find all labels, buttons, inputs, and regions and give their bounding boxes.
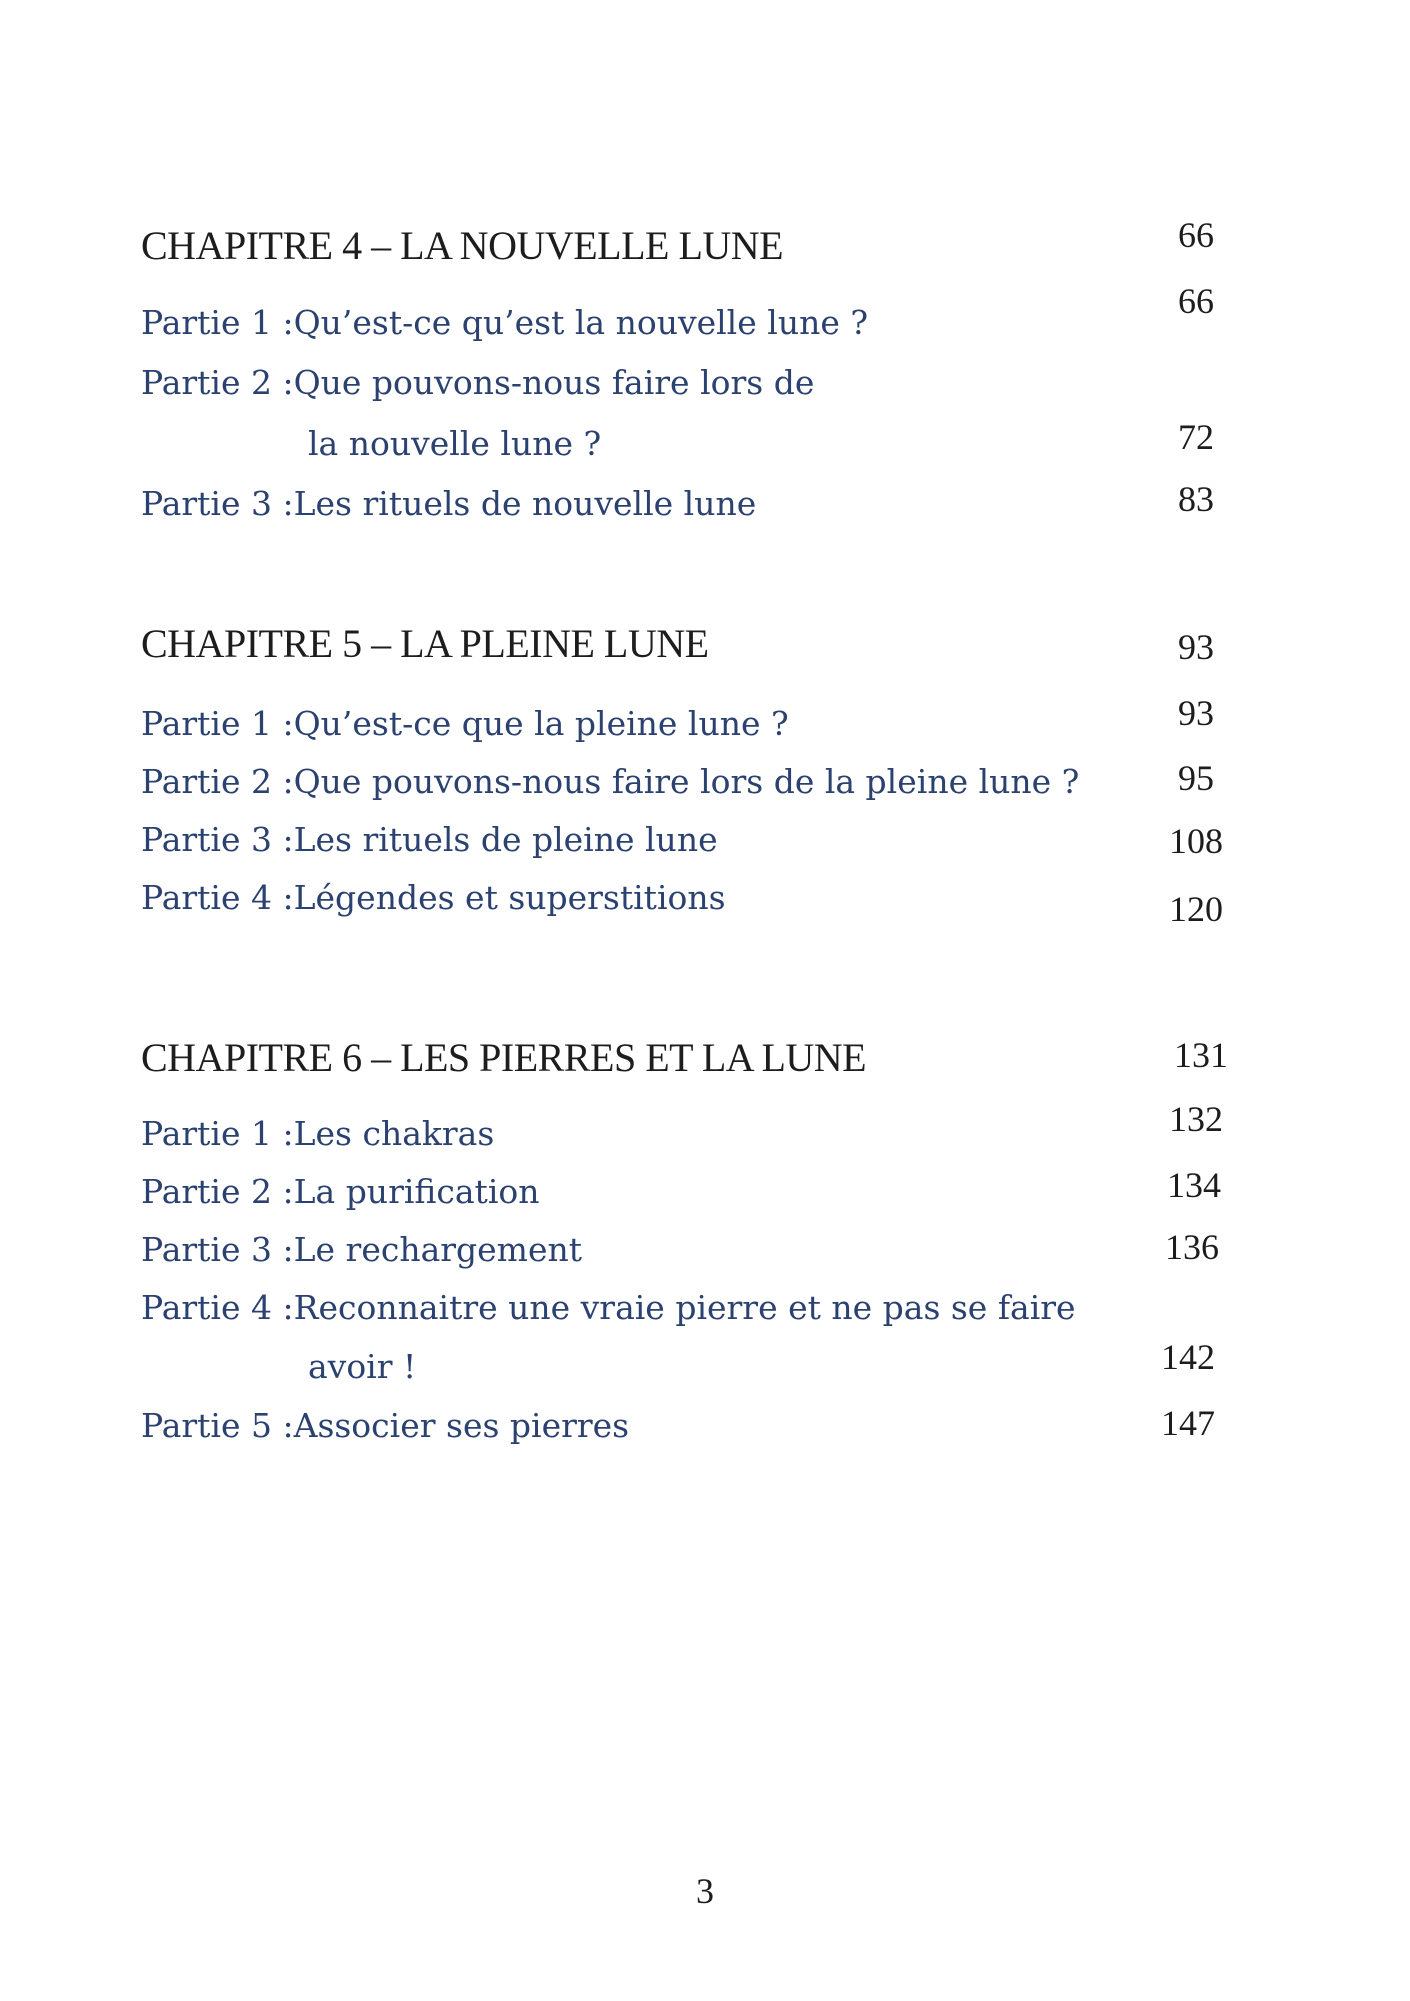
toc-entry[interactable]	[141, 704, 789, 743]
toc-entry[interactable]	[141, 820, 718, 859]
part-title: Reconnaitre une vraie pierre et ne pas se faire	[293, 1288, 1076, 1327]
part-label: Partie 1 :	[141, 1114, 294, 1153]
chapter-title: CHAPITRE 6 – LES PIERRES ET LA LUNE	[141, 1035, 867, 1080]
part-title: Associer ses pierres	[293, 1406, 630, 1445]
part-title-continuation: la nouvelle lune ?	[308, 424, 602, 463]
chapter-page-number: 66	[1178, 215, 1214, 255]
part-page-number: 95	[1178, 758, 1214, 798]
part-label: Partie 1 :	[141, 704, 294, 743]
part-page-number: 142	[1161, 1337, 1215, 1377]
part-label: Partie 3 :	[141, 1230, 294, 1269]
part-page-number: 108	[1169, 821, 1223, 861]
part-page-number: 147	[1161, 1403, 1215, 1443]
part-page-number: 66	[1178, 281, 1214, 321]
part-title: Les rituels de pleine lune	[293, 820, 718, 859]
part-title: La purification	[293, 1172, 540, 1211]
part-label: Partie 4 :	[141, 878, 294, 917]
toc-entry[interactable]	[141, 363, 814, 402]
part-label: Partie 1 :	[141, 303, 294, 342]
part-page-number: 134	[1167, 1165, 1221, 1205]
toc-entry[interactable]	[141, 1172, 540, 1211]
part-title: Les rituels de nouvelle lune	[293, 484, 757, 523]
toc-entry[interactable]	[141, 1406, 629, 1445]
part-title: Le rechargement	[293, 1230, 583, 1269]
chapter-page-number: 93	[1178, 627, 1214, 667]
part-page-number: 72	[1178, 417, 1214, 457]
toc-entry[interactable]	[141, 1114, 494, 1153]
part-label: Partie 4 :	[141, 1288, 294, 1327]
part-label: Partie 2 :	[141, 762, 294, 801]
part-label: Partie 2 :	[141, 1172, 294, 1211]
toc-entry[interactable]	[141, 878, 726, 917]
part-label: Partie 2 :	[141, 363, 294, 402]
toc-entry[interactable]	[141, 1230, 582, 1269]
chapter-title: CHAPITRE 5 – LA PLEINE LUNE	[141, 621, 709, 666]
toc-entry[interactable]	[141, 1288, 1076, 1327]
part-title: Que pouvons-nous faire lors de la pleine lune ?	[293, 762, 1080, 801]
part-title-continuation: avoir !	[308, 1347, 417, 1386]
part-page-number: 83	[1178, 479, 1214, 519]
footer-page-number: 3	[696, 1871, 714, 1911]
part-title: Les chakras	[293, 1114, 495, 1153]
part-label: Partie 5 :	[141, 1406, 294, 1445]
part-page-number: 136	[1165, 1227, 1219, 1267]
part-label: Partie 3 :	[141, 820, 294, 859]
toc-entry[interactable]	[141, 303, 868, 342]
part-title: Que pouvons-nous faire lors de	[293, 363, 815, 402]
part-page-number: 120	[1169, 889, 1223, 929]
chapter-page-number: 131	[1174, 1035, 1228, 1075]
part-title: Légendes et superstitions	[293, 878, 726, 917]
part-title: Qu’est-ce qu’est la nouvelle lune ?	[293, 303, 869, 342]
part-title: Qu’est-ce que la pleine lune ?	[293, 704, 789, 743]
part-page-number: 93	[1178, 693, 1214, 733]
part-label: Partie 3 :	[141, 484, 294, 523]
toc-entry[interactable]	[141, 484, 756, 523]
chapter-title: CHAPITRE 4 – LA NOUVELLE LUNE	[141, 223, 784, 268]
part-page-number: 132	[1169, 1099, 1223, 1139]
toc-entry[interactable]	[141, 762, 1079, 801]
